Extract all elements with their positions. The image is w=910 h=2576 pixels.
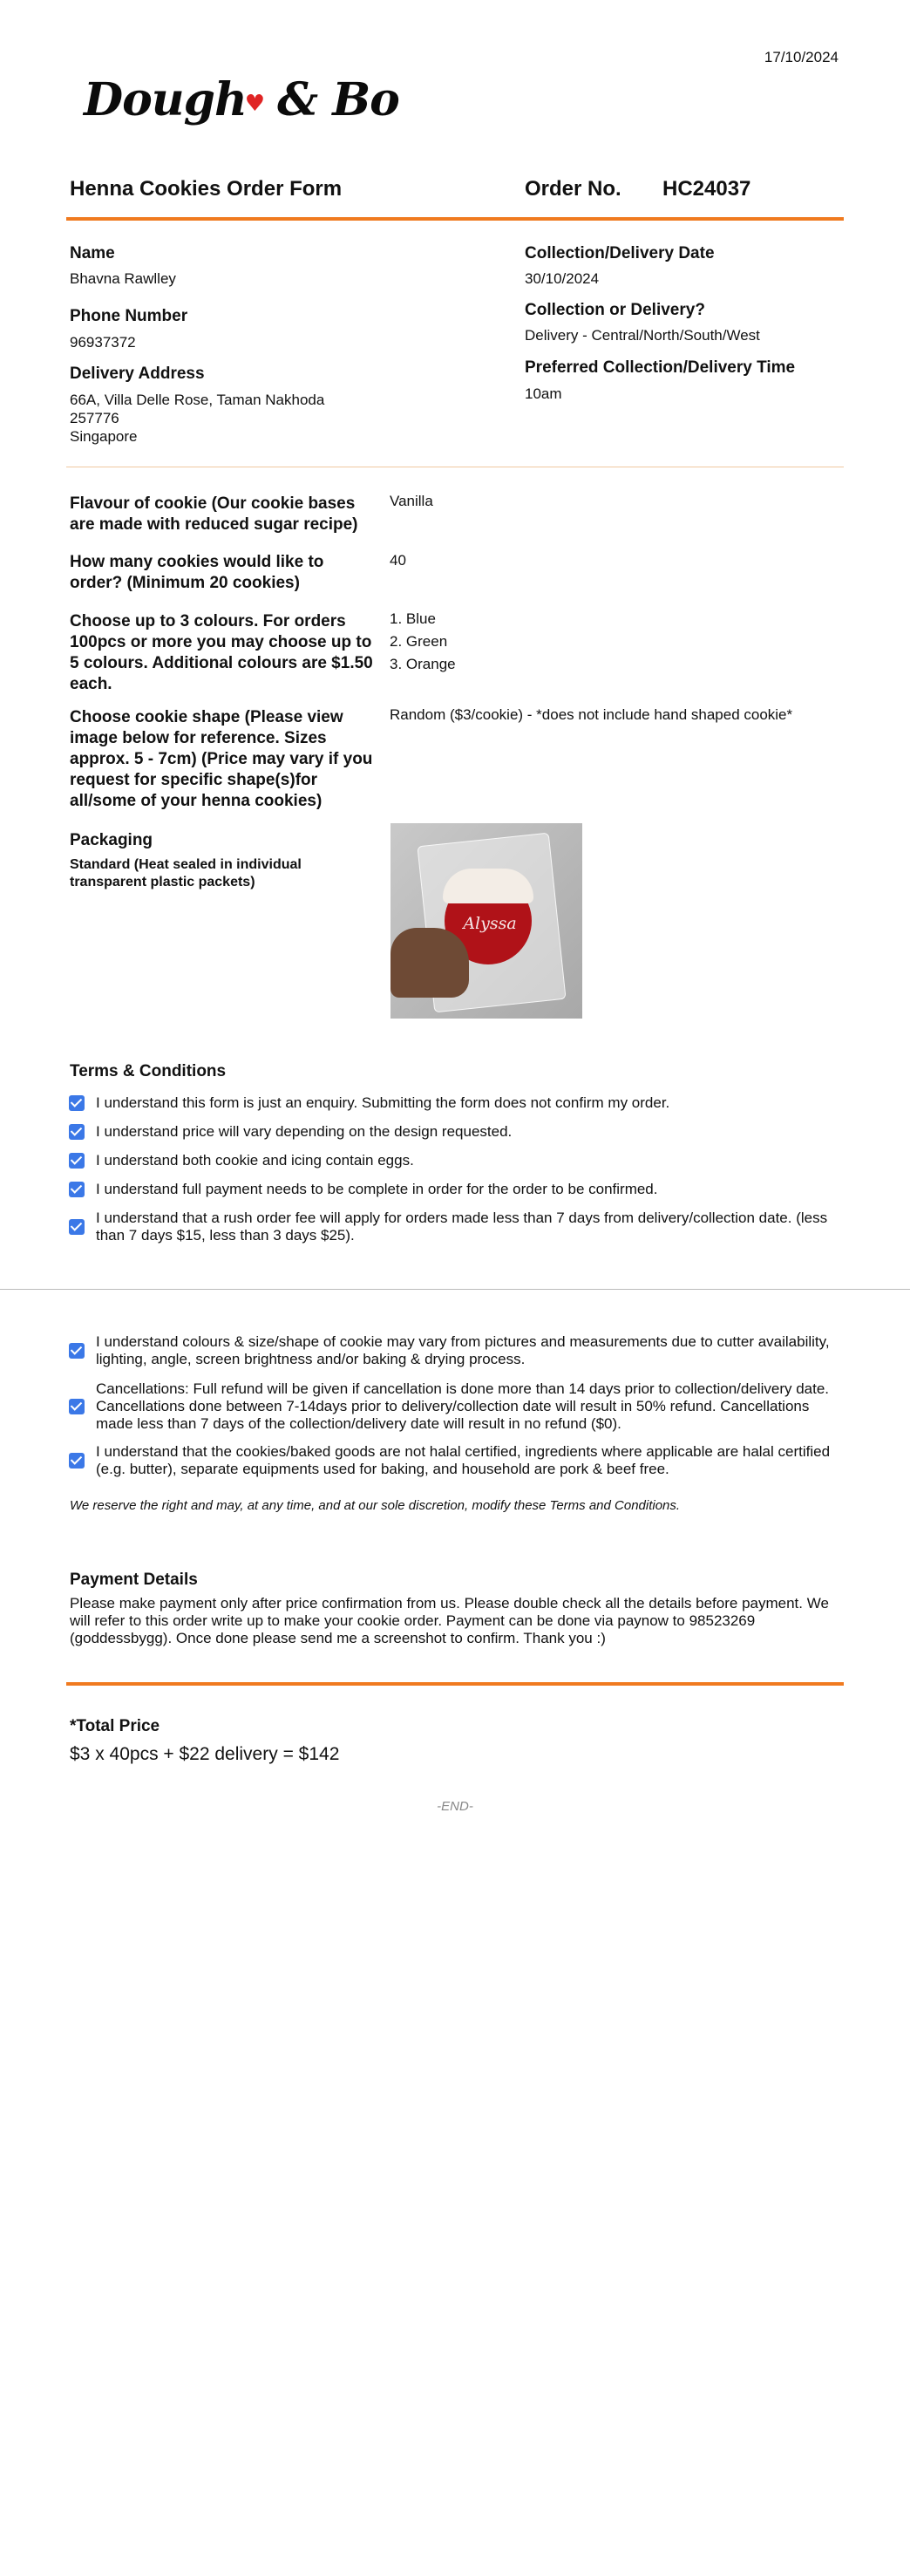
terms-item: I understand price will vary depending on the design requested.: [96, 1123, 513, 1140]
heart-icon: ♥: [244, 90, 265, 117]
packaging-label: Packaging: [70, 831, 153, 849]
colours-label: Choose up to 3 colours. For orders 100pcs or more you may choose up to 5 colours. Additional colours are $1.50 each.: [70, 612, 373, 693]
flavour-value: Vanilla: [390, 493, 433, 509]
form-title: Henna Cookies Order Form: [70, 177, 343, 201]
end-marker: -END-: [437, 1799, 473, 1814]
document-date: 17/10/2024: [764, 49, 839, 65]
terms-disclaimer: We reserve the right and may, at any time, and at our sole discretion, modify these Terms and Conditions.: [70, 1498, 681, 1513]
terms-item: I understand both cookie and icing contain eggs.: [96, 1152, 414, 1169]
delivery-time-label: Preferred Collection/Delivery Time: [525, 358, 796, 377]
cookie-icing: [443, 869, 533, 903]
flavour-label: Flavour of cookie (Our cookie bases are made with reduced sugar recipe): [70, 494, 358, 534]
delivery-method-value: Delivery - Central/North/South/West: [525, 327, 760, 344]
header-divider: [66, 217, 844, 221]
terms-item: I understand colours & size/shape of cookie may vary from pictures and measurements due to cutter availability, lighting, angle, screen brightness and/or baking & drying process.: [96, 1333, 830, 1367]
order-number: HC24037: [662, 177, 751, 201]
delivery-date-value: 30/10/2024: [525, 270, 600, 287]
terms-checkbox[interactable]: [69, 1153, 85, 1169]
colours-list: [390, 608, 456, 676]
order-number-label: Order No.: [525, 177, 621, 201]
page-break: [0, 1289, 910, 1290]
delivery-method-label: Collection or Delivery?: [525, 301, 705, 319]
address-line-2: 257776: [70, 410, 119, 426]
total-price-label: *Total Price: [70, 1717, 160, 1735]
quantity-label: How many cookies would like to order? (Minimum 20 cookies): [70, 553, 324, 592]
delivery-time-value: 10am: [525, 385, 562, 402]
address-value: [70, 391, 324, 446]
address-line-3: Singapore: [70, 428, 138, 445]
colour-item: 3. Orange: [390, 656, 456, 672]
terms-checkbox[interactable]: [69, 1219, 85, 1235]
logo-text-right: Bo: [332, 73, 399, 126]
address-line-1: 66A, Villa Delle Rose, Taman Nakhoda: [70, 392, 325, 408]
logo-amp: &: [277, 73, 318, 126]
terms-checkbox[interactable]: [69, 1124, 85, 1140]
delivery-date-label: Collection/Delivery Date: [525, 244, 715, 262]
colour-item: 2. Green: [390, 633, 448, 650]
terms-item: I understand that a rush order fee will apply for orders made less than 7 days from delivery/collection date. (less than 7 days $15, less than 3 days $25).: [96, 1210, 828, 1244]
quantity-value: 40: [390, 552, 406, 569]
terms-item: I understand that the cookies/baked goods are not halal certified, ingredients where applicable are halal certified (e.g. butter), separate equipments used for baking, and household are pork & beef free.: [96, 1443, 831, 1477]
shape-value: Random ($3/cookie) - *does not include hand shaped cookie*: [390, 706, 793, 723]
payment-heading: Payment Details: [70, 1571, 198, 1589]
terms-checkbox[interactable]: [69, 1095, 85, 1111]
logo-text-left: Dough: [84, 73, 247, 126]
terms-checkbox[interactable]: [69, 1182, 85, 1197]
terms-checkbox[interactable]: [69, 1399, 85, 1414]
terms-item: Cancellations: Full refund will be given if cancellation is done more than 14 days prior to collection/delivery date. Cancellations done between 7-14days prior to delivery/collection date will result in 50% refund. Cancellations made less than 7 days of the collection/delivery date will result in no refund ($0).: [96, 1380, 830, 1432]
terms-checkbox[interactable]: [69, 1453, 85, 1469]
cookie-name-text: Alyssa: [463, 914, 517, 933]
shape-label: Choose cookie shape (Please view image below for reference. Sizes approx. 5 - 7cm) (Price may vary if you request for specific shape(s)for all/some of your henna cookies): [70, 708, 373, 810]
packaging-value: Standard (Heat sealed in individual transparent plastic packets): [70, 857, 302, 889]
terms-checkbox[interactable]: [69, 1343, 85, 1359]
name-label: Name: [70, 244, 115, 262]
address-label: Delivery Address: [70, 365, 205, 383]
payment-text: Please make payment only after price confirmation from us. Please double check all the details before payment. We will refer to this order write up to make your cookie order. Payment can be done via paynow to 98523269 (goddessbygg). Once done please send me a screenshot to confirm. Thank you :): [70, 1595, 829, 1646]
terms-item: I understand this form is just an enquiry. Submitting the form does not confirm my order.: [96, 1094, 670, 1111]
packaging-photo: [390, 823, 582, 1019]
colour-item: 1. Blue: [390, 610, 436, 627]
terms-heading: Terms & Conditions: [70, 1062, 227, 1080]
phone-label: Phone Number: [70, 307, 188, 325]
dough-and-bo-logo: [84, 61, 399, 140]
phone-value: 96937372: [70, 334, 136, 351]
payment-divider: [66, 1682, 844, 1686]
name-value: Bhavna Rawlley: [70, 270, 176, 287]
total-price-value: $3 x 40pcs + $22 delivery = $142: [70, 1744, 340, 1764]
hand: [390, 928, 469, 998]
terms-item: I understand full payment needs to be complete in order for the order to be confirmed.: [96, 1181, 658, 1197]
